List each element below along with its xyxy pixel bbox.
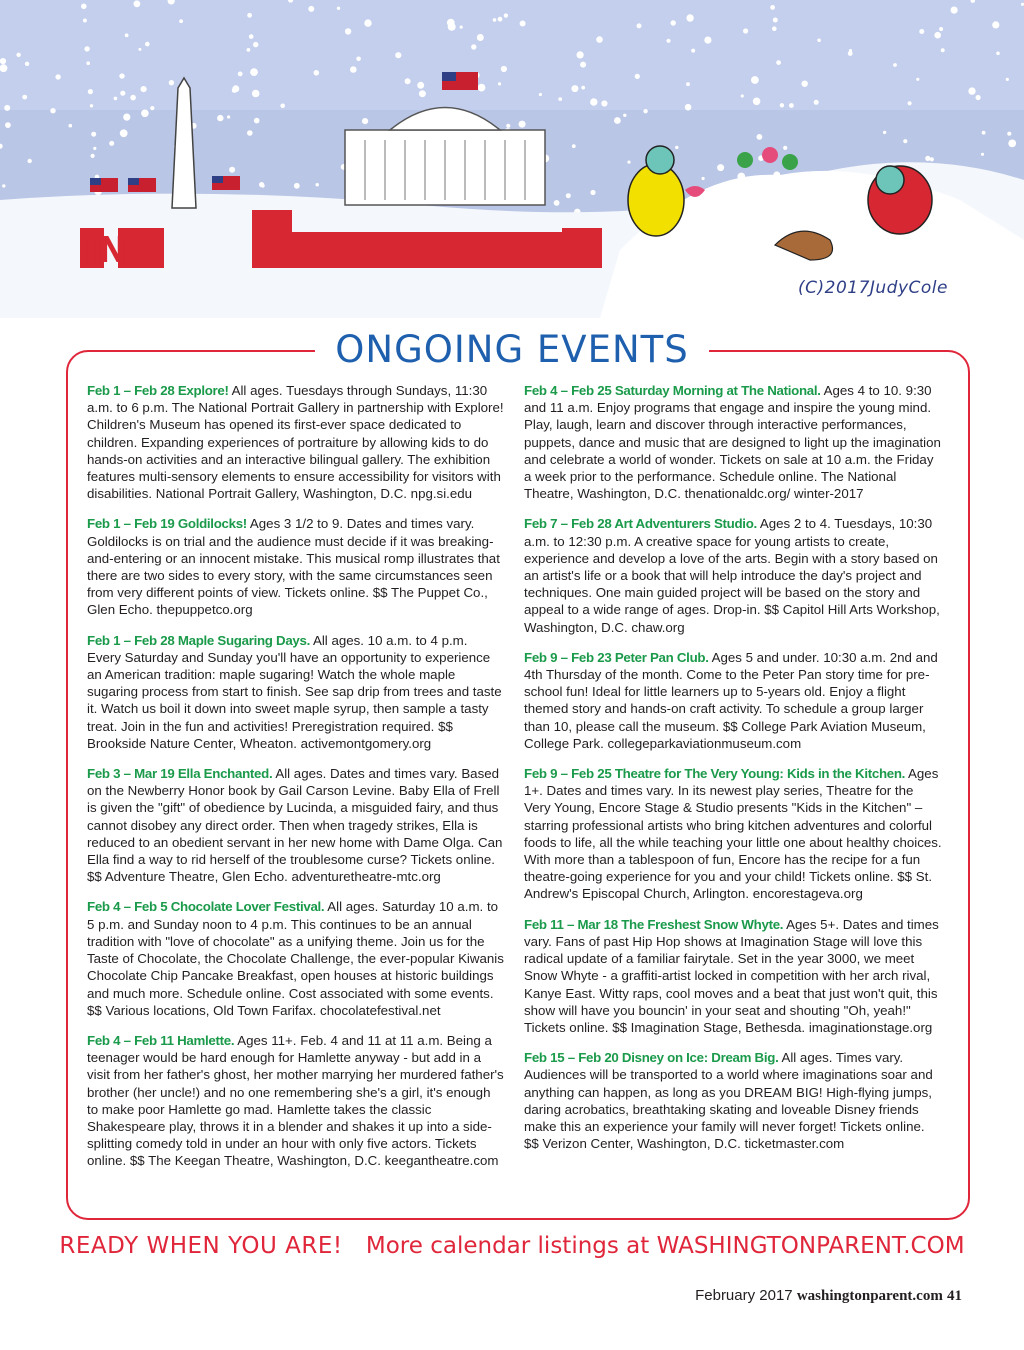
event-item [87,765,505,885]
section-title: ONGOING EVENTS [315,328,708,371]
event-title: Feb 4 – Feb 5 Chocolate Lover Festival. [87,899,325,915]
promo-link-text[interactable]: More calendar listings at WASHINGTONPARENT.COM [365,1233,965,1259]
event-item [87,382,505,502]
event-title: Feb 15 – Feb 20 Disney on Ice: Dream Big. [524,1050,779,1066]
event-description: All ages. 10 a.m. to 4 p.m. Every Saturday and Sunday you'll have an opportunity to experience an American tradition: maple sugaring! Watch the whole maple sugaring process from start to finish. See sap drip from trees and taste it. Watch us boil it down into sweet maple syrup, then sample a tasty treat. Join in the fun and activities! Preregistration required. $$ Brookside Nature Center, Wheaton. activemontgomery.org [87,632,502,751]
event-title: Feb 9 – Feb 23 Peter Pan Club. [524,649,709,665]
event-description: Ages 1+. Dates and times vary. In its newest play series, Theatre for the Very Young, Encore Stage & Studio presents "Kids in the Kitchen" – starring professional artists who bring kitchen adventures and colorful foods to life, all the while teaching your little one about healthy choices. With more than a tablespoon of fun, Encore has the recipe for a fun theatre-going experience for you and your child! Tickets online. $$ St. Andrew's Episcopal Church, Arlington. encorestageva.org [524,766,942,902]
event-title: Feb 11 – Mar 18 The Freshest Snow Whyte. [524,916,784,932]
event-description: Ages 2 to 4. Tuesdays, 10:30 a.m. to 12:30 p.m. A creative space for young artists to create, experience and develop a love of the arts. Begin with a story based on an artist's life or a book that will help introduce the day's project and techniques. One main guided project will be based on the story and appeal to a wide range of ages. Drop-in. $$ Capitol Hill Arts Workshop, Washington, D.C. chaw.org [524,516,940,635]
event-title: Feb 9 – Feb 25 Theatre for The Very Young: Kids in the Kitchen. [524,766,906,782]
events-column-left [87,382,505,1183]
event-description: All ages. Times vary. Audiences will be transported to a world where imaginations soar and anything can happen, as long as you DREAM BIG! High-flying jumps, daring acrobatics, breathtaking skating and loveable Disney friends make this an experience your family will never forget! Tickets online. $$ Verizon Center, Washington, D.C. ticketmaster.com [524,1050,933,1152]
calendar-promo [0,1233,1024,1259]
page-footer [695,1287,962,1305]
event-item [87,1032,505,1170]
event-title: Feb 1 – Feb 19 Goldilocks! [87,516,247,532]
site-name: washingtonparent.com [796,1288,943,1304]
event-title: Feb 1 – Feb 28 Maple Sugaring Days. [87,632,311,648]
svg-text:IN: IN [84,230,128,271]
event-item [524,649,942,752]
event-item [87,515,505,618]
event-title: Feb 7 – Feb 28 Art Adventurers Studio. [524,516,757,532]
event-title: Feb 4 – Feb 11 Hamlette. [87,1032,235,1048]
snow-scene-illustration [0,0,1024,318]
issue-date: February 2017 [695,1287,793,1304]
event-description: Ages 5 and under. 10:30 a.m. 2nd and 4th Thursday of the month. Come to the Peter Pan story time for pre-school fun! Ideal for little learners up to 5-years old. Enjoy a flight themed story and hands-on craft activity. To schedule a group larger than 10, please call the museum. $$ College Park Aviation Museum, College Park. collegeparkaviationmuseum.com [524,649,938,751]
event-description: All ages. Saturday 10 a.m. to 5 p.m. and Sunday noon to 4 p.m. This continues to be an annual tradition with "love of chocolate" as a unifying theme. Join us for the Taste of Chocolate, the Chocolate Challenge, the ever-popular Kiwanis Chocolate Chip Pancake Breakfast, open houses at historic buildings and much more. Schedule online. Cost associated with some events. $$ Various locations, Old Town Farifax. chocolatefestival.net [87,899,504,1018]
page-number: 41 [947,1288,962,1304]
event-item [87,898,505,1018]
header-illustration [0,0,1024,318]
event-description: Ages 5+. Dates and times vary. Fans of past Hip Hop shows at Imagination Stage will love this radical update of a familiar fairytale. Set in the year 3000, we meet Snow Whyte - a graffiti-artist locked in competition with her arch rival, Kanye East. Witty raps, cool moves and a beat that just won't quit, this show will have you bouncin' in your seat and shouting "Oh, yeah!" Tickets online. $$ Imagination Stage, Bethesda. imaginationstage.org [524,916,939,1035]
event-description: Ages 11+. Feb. 4 and 11 at 11 a.m. Being a teenager would be hard enough for Hamlette anyway - but add in a visit from her father's ghost, her mother marrying her murdered father's brother (her uncle!) and no one remembering she's a girl, it's enough to make poor Hamlette go mad. Hamlette takes the classic Shakespeare play, throws it in a blender and shakes it up into a side-splitting comedy told in under an hour with only five actors. Tickets online. $$ The Keegan Theatre, Washington, D.C. keegantheatre.com [87,1032,504,1169]
event-title: Feb 3 – Mar 19 Ella Enchanted. [87,766,273,782]
events-column-right [524,382,942,1165]
event-item [524,765,942,903]
section-heading [0,328,1024,371]
event-item [524,515,942,635]
event-item [524,916,942,1036]
event-item [524,382,942,502]
event-title: Feb 4 – Feb 25 Saturday Morning at The National. [524,383,821,398]
event-title: Feb 1 – Feb 28 Explore! [87,383,229,398]
event-description: Ages 4 to 10. 9:30 and 11 a.m. Enjoy programs that engage and inspire the young mind. Play, laugh, learn and discover through interactive performances, puppets, dance and music that are designed to light up the imagination and celebrate a world of wonder. Tickets on sale at 10 a.m. the Friday a week prior to the performance. Schedule online. The National Theatre, Washington, D.C. thenationaldc.org/ winter-2017 [524,383,941,502]
illustration-credit: (C)2017JudyCole [798,278,948,298]
promo-lead: READY WHEN YOU ARE! [59,1233,343,1259]
event-description: All ages. Dates and times vary. Based on the Newberry Honor book by Gail Carson Levine. Baby Ella of Frell is given the "gift" of obedience by Lucinda, a misguided fairy, and thus cannot disobey any direct order. Then when tragedy strikes, Ella is reduced to an obedient servant in her new home with Dame Olga. Can Ella find a way to rid herself of the troublesome curse? Tickets online. $$ Adventure Theatre, Glen Echo. adventuretheatre-mtc.org [87,766,503,885]
event-item [524,1049,942,1152]
event-description: Ages 3 1/2 to 9. Dates and times vary. Goldilocks is on trial and the audience must decide if it was breaking-and-entering or an innocent mistake. This musical romp illustrates that there are two sides to every story, with the same circumstances seen from very different points of view. Tickets online. $$ The Puppet Co., Glen Echo. thepuppetco.org [87,516,500,618]
event-description: All ages. Tuesdays through Sundays, 11:30 a.m. to 6 p.m. The National Portrait Gallery in partnership with Explore! Children's Museum has opened its first-ever space dedicated to children. Expanding experiences of portraiture by allowing kids to do hands-on activities and an interactive bilingual gallery. The exhibition features multi-sensory elements to ensure accessibility for visitors with disabilities. National Portrait Gallery, Washington, D.C. npg.si.edu [87,383,504,502]
event-item [87,632,505,752]
